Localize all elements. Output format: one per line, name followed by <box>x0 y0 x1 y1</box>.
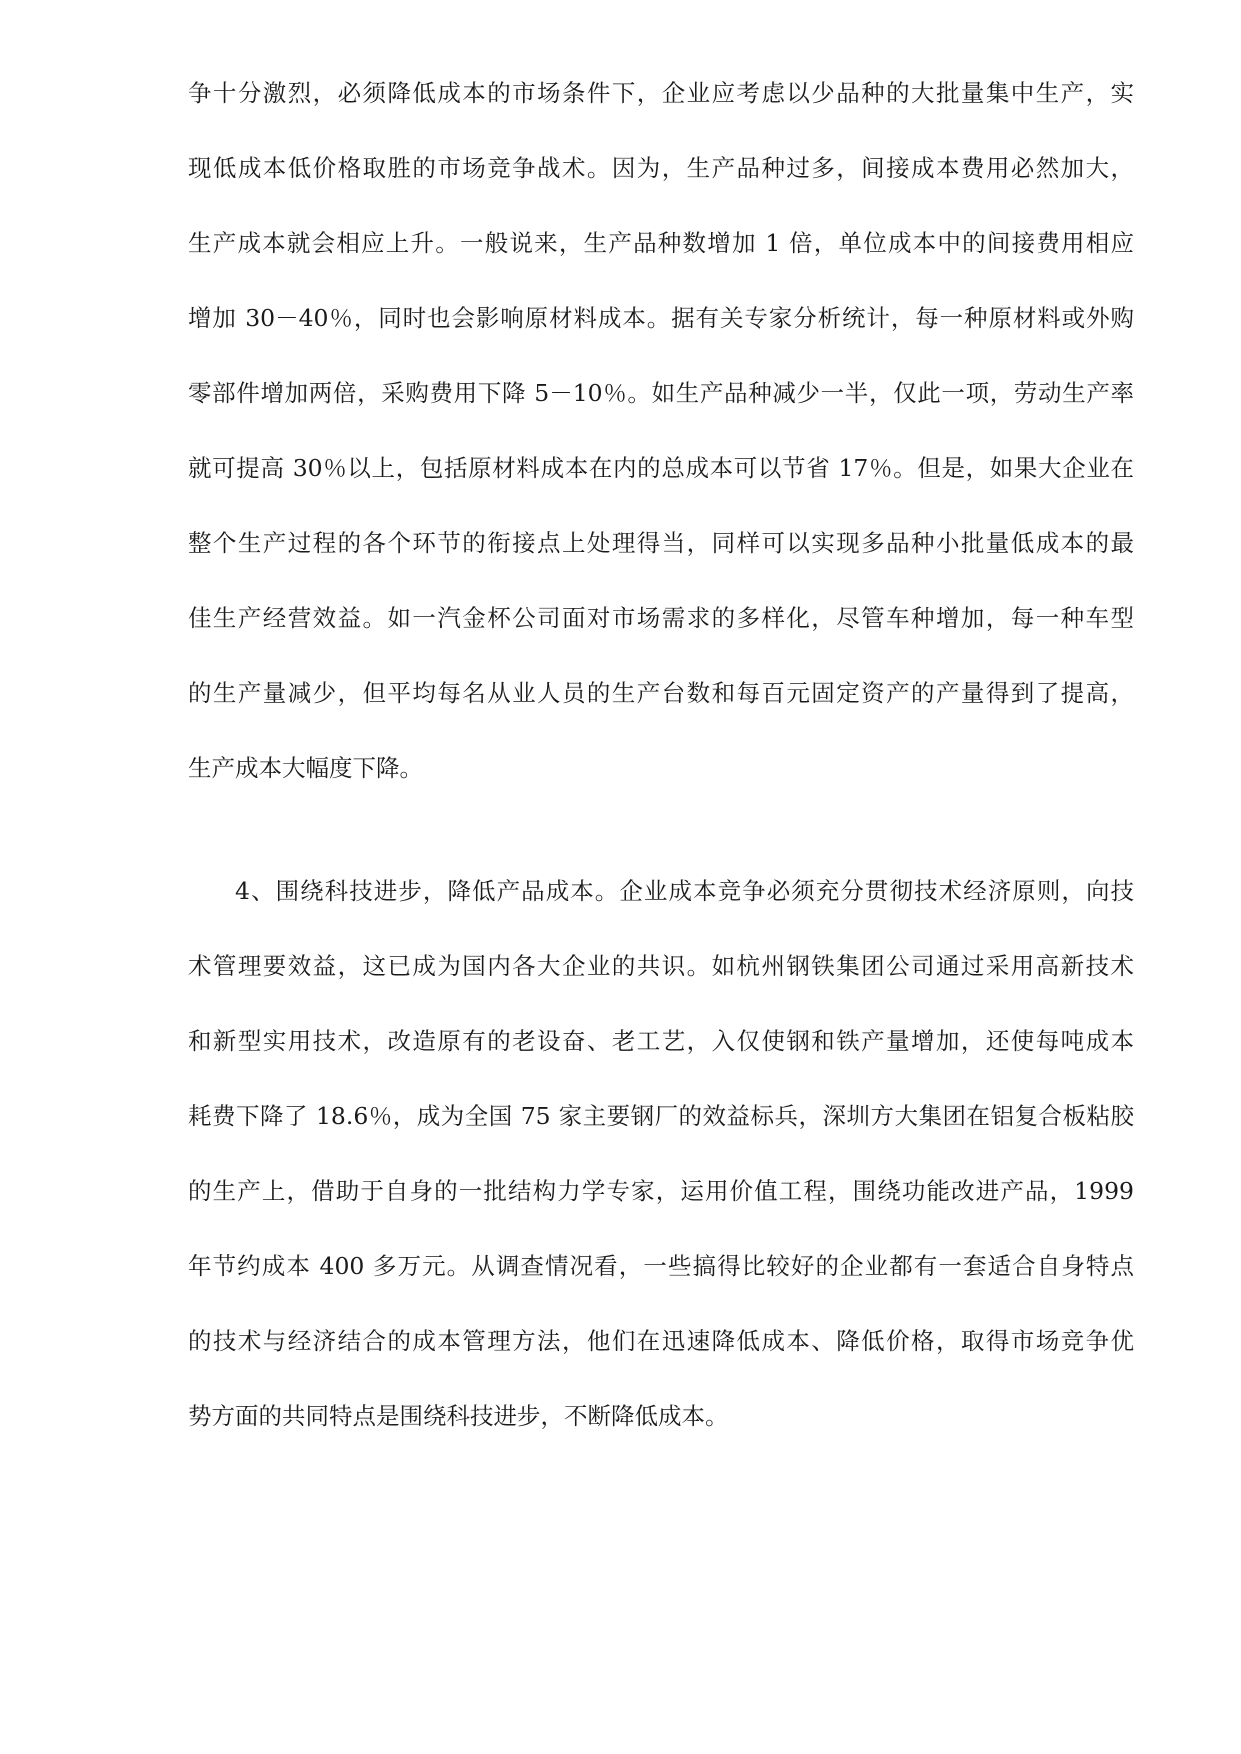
paragraph-tech-progress <box>188 863 1134 1463</box>
text-line: 生产成本大幅度下降。 <box>188 754 423 782</box>
text-line: 零部件增加两倍，采购费用下降 5－10％。如生产品种减少一半，仅此一项，劳动生产率 <box>188 379 1134 407</box>
text-line: 现低成本低价格取胜的市场竞争战术。因为，生产品种过多，间接成本费用必然加大， <box>188 154 1134 182</box>
text-line: 争十分激烈，必须降低成本的市场条件下，企业应考虑以少品种的大批量集中生产，实 <box>188 79 1134 107</box>
text-line: 4、围绕科技进步，降低产品成本。企业成本竞争必须充分贯彻技术经济原则，向技 <box>235 877 1134 905</box>
paragraph-product-variety <box>188 65 1134 815</box>
text-line: 佳生产经营效益。如一汽金杯公司面对市场需求的多样化，尽管车种增加，每一种车型 <box>188 604 1134 632</box>
text-line: 的技术与经济结合的成本管理方法，他们在迅速降低成本、降低价格，取得市场竞争优 <box>188 1327 1134 1355</box>
text-line: 整个生产过程的各个环节的衔接点上处理得当，同样可以实现多品种小批量低成本的最 <box>188 529 1134 557</box>
text-line: 和新型实用技术，改造原有的老设奋、老工艺，入仅使钢和铁产量增加，还使每吨成本 <box>188 1027 1134 1055</box>
text-line: 耗费下降了 18.6％，成为全国 75 家主要钢厂的效益标兵，深圳方大集团在铝复合板粘胶 <box>188 1102 1134 1130</box>
text-line: 的生产量减少，但平均每名从业人员的生产台数和每百元固定资产的产量得到了提高， <box>188 679 1134 707</box>
text-line: 势方面的共同特点是围绕科技进步，不断降低成本。 <box>188 1402 729 1430</box>
text-line: 年节约成本 400 多万元。从调查情况看，一些搞得比较好的企业都有一套适合自身特点 <box>188 1252 1134 1280</box>
text-line: 的生产上，借助于自身的一批结构力学专家，运用价值工程，围绕功能改进产品，1999 <box>188 1177 1134 1205</box>
text-line: 生产成本就会相应上升。一般说来，生产品种数增加 1 倍，单位成本中的间接费用相应 <box>188 229 1134 257</box>
text-line: 术管理要效益，这已成为国内各大企业的共识。如杭州钢铁集团公司通过采用高新技术 <box>188 952 1134 980</box>
text-line: 就可提高 30％以上，包括原材料成本在内的总成本可以节省 17％。但是，如果大企业在 <box>188 454 1134 482</box>
text-line: 增加 30－40％，同时也会影响原材料成本。据有关专家分析统计，每一种原材料或外购 <box>188 304 1134 332</box>
